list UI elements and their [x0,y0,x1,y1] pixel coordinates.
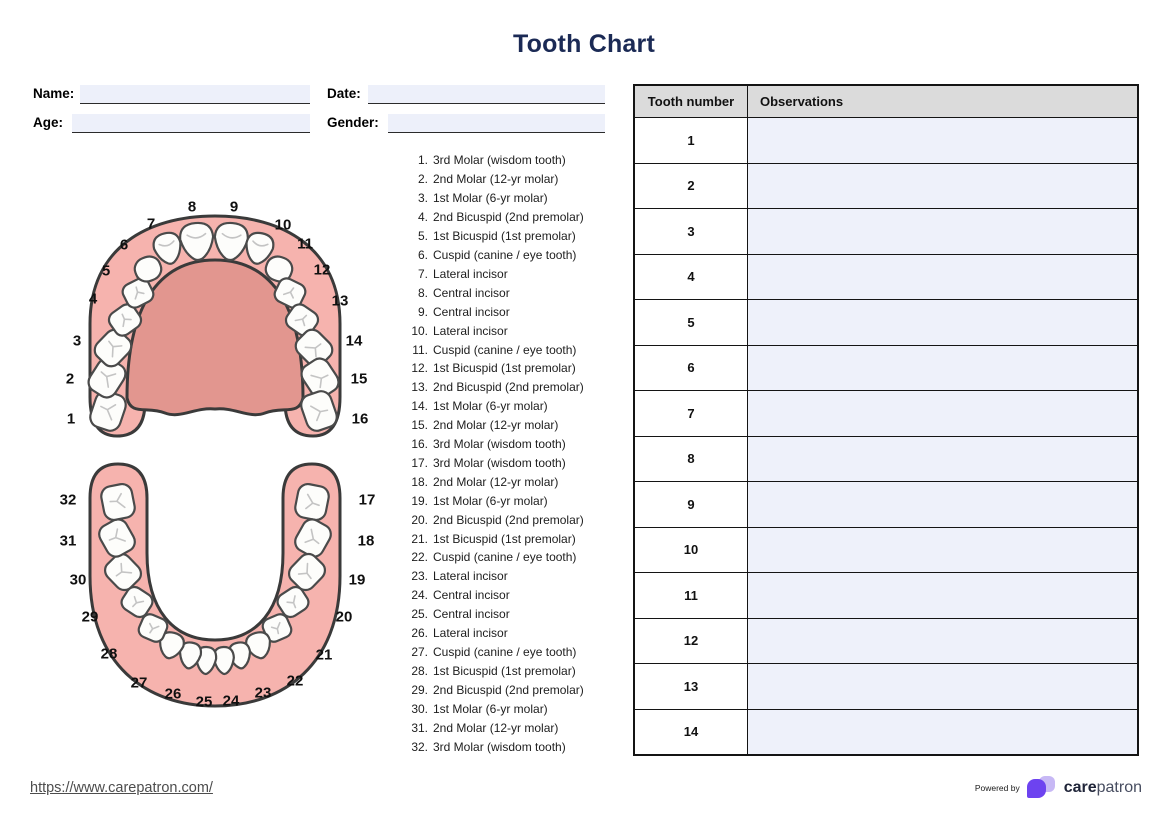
observation-cell[interactable] [748,118,1137,163]
tooth-list-label: 2nd Bicuspid (2nd premolar) [433,380,584,395]
date-input[interactable] [368,85,605,104]
tooth-number-label-1: 1 [66,410,76,428]
tooth-number-cell: 2 [635,164,748,209]
tooth-list-item [396,454,621,473]
tooth-number-label-13: 13 [331,292,349,310]
tooth-list-number: 2. [417,172,428,187]
tooth-number-cell: 14 [635,710,748,755]
tooth-list-number: 4. [417,210,428,225]
tooth-list-number: 19. [411,493,428,508]
table-row [635,117,1137,163]
observation-cell[interactable] [748,255,1137,300]
tooth-number-label-4: 4 [88,290,98,308]
tooth-list-number: 23. [411,569,428,584]
tooth-list-label: 1st Bicuspid (1st premolar) [433,229,576,244]
tooth-list-number: 1. [417,153,428,168]
tooth-list-item [396,643,621,662]
tooth-list-number: 26. [411,626,428,641]
table-header-tooth-number: Tooth number [635,86,748,117]
tooth-list-item [396,737,621,756]
tooth-number-label-24: 24 [222,692,240,710]
tooth-list-item [396,472,621,491]
tooth-list-label: 3rd Molar (wisdom tooth) [433,739,566,754]
table-row [635,163,1137,209]
tooth-list-item [396,378,621,397]
tooth-number-cell: 10 [635,528,748,573]
tooth-number-label-28: 28 [100,645,118,663]
tooth-number-cell: 4 [635,255,748,300]
tooth-number-label-11: 11 [297,235,313,253]
tooth-list-number: 18. [411,474,428,489]
tooth-list-number: 10. [411,323,428,338]
observation-cell[interactable] [748,528,1137,573]
tooth-list-item [396,283,621,302]
tooth-list-item [396,264,621,283]
tooth-list-label: 1st Molar (6-yr molar) [433,399,548,414]
tooth-list-label: Lateral incisor [433,323,508,338]
tooth-list-label: Lateral incisor [433,626,508,641]
tooth-number-label-14: 14 [345,332,363,350]
tooth-list-number: 27. [411,645,428,660]
tooth-number-label-18: 18 [357,532,375,550]
tooth-list-number: 21. [411,531,428,546]
tooth-list [396,151,621,756]
tooth-number-label-15: 15 [350,370,368,388]
tooth-list-number: 13. [411,380,428,395]
tooth-list-label: 1st Bicuspid (1st premolar) [433,361,576,376]
table-row [635,709,1137,755]
tooth-list-number: 7. [417,266,428,281]
age-input[interactable] [72,114,310,133]
tooth-number-label-10: 10 [274,216,292,234]
table-row [635,481,1137,527]
tooth-list-number: 17. [411,455,428,470]
tooth-list-item [396,151,621,170]
tooth-number-label-30: 30 [69,571,87,589]
tooth-list-label: 2nd Bicuspid (2nd premolar) [433,682,584,697]
tooth-list-label: 2nd Molar (12-yr molar) [433,474,559,489]
tooth-list-item [396,699,621,718]
observations-table [633,84,1139,756]
tooth-number-label-9: 9 [229,198,239,216]
tooth-list-item [396,246,621,265]
tooth-list-item [396,680,621,699]
tooth-number-label-2: 2 [65,370,75,388]
tooth-number-label-19: 19 [348,571,366,589]
tooth-number-cell: 8 [635,437,748,482]
tooth-number-label-16: 16 [351,410,369,428]
footer-url-link[interactable]: https://www.carepatron.com/ [30,780,213,796]
tooth-list-label: 2nd Bicuspid (2nd premolar) [433,210,584,225]
tooth-list-label: 2nd Molar (12-yr molar) [433,172,559,187]
tooth-list-number: 6. [417,247,428,262]
tooth-list-label: 3rd Molar (wisdom tooth) [433,153,566,168]
table-row [635,663,1137,709]
observation-cell[interactable] [748,619,1137,664]
tooth-number-label-17: 17 [358,491,376,509]
tooth-list-item [396,491,621,510]
tooth-list-item [396,529,621,548]
tooth-list-label: Central incisor [433,588,510,603]
carepatron-logo-icon [1027,776,1057,800]
observation-cell[interactable] [748,391,1137,436]
tooth-number-label-6: 6 [119,236,129,254]
tooth-number-label-8: 8 [187,198,197,216]
tooth-list-label: 1st Bicuspid (1st premolar) [433,663,576,678]
tooth-list-number: 11. [412,342,428,357]
tooth-list-item [396,586,621,605]
observation-cell[interactable] [748,573,1137,618]
observation-cell[interactable] [748,346,1137,391]
lower-arch-diagram [85,458,345,712]
table-row [635,572,1137,618]
tooth-number-label-32: 32 [59,491,77,509]
tooth-list-label: Central incisor [433,607,510,622]
tooth-list-item [396,321,621,340]
tooth-list-number: 5. [417,229,428,244]
tooth-list-item [396,227,621,246]
tooth-list-label: 2nd Molar (12-yr molar) [433,418,559,433]
observation-cell[interactable] [748,164,1137,209]
tooth-list-label: Cuspid (canine / eye tooth) [433,342,577,357]
tooth-list-number: 14. [411,399,428,414]
tooth-list-number: 32. [411,739,428,754]
observation-cell[interactable] [748,300,1137,345]
table-row [635,527,1137,573]
tooth-list-label: 2nd Molar (12-yr molar) [433,720,559,735]
tooth-list-number: 3. [417,191,428,206]
tooth-list-number: 12. [411,361,428,376]
tooth-list-item [396,189,621,208]
gender-input[interactable] [388,114,605,133]
tooth-list-label: Cuspid (canine / eye tooth) [433,645,577,660]
tooth-number-label-7: 7 [146,215,156,233]
gender-label: Gender: [327,115,379,130]
tooth-list-number: 9. [417,304,428,319]
tooth-number-label-3: 3 [72,332,82,350]
observation-cell[interactable] [748,437,1137,482]
name-input[interactable] [80,85,310,104]
observation-cell[interactable] [748,664,1137,709]
tooth-list-label: 1st Bicuspid (1st premolar) [433,531,576,546]
tooth-number-cell: 1 [635,118,748,163]
tooth-list-item [396,302,621,321]
table-header-observations: Observations [748,86,1137,117]
tooth-list-number: 28. [411,663,428,678]
tooth-number-label-27: 27 [130,674,148,692]
logo-purple-blob [1027,779,1046,798]
observation-cell[interactable] [748,710,1137,755]
tooth-list-number: 22. [411,550,428,565]
tooth-number-label-12: 12 [313,261,331,279]
tooth-list-item [396,624,621,643]
tooth-list-item [396,510,621,529]
tooth-list-number: 31. [411,720,428,735]
tooth-number-cell: 12 [635,619,748,664]
tooth-list-number: 20. [411,512,428,527]
tooth-number-label-23: 23 [254,684,272,702]
tooth-list-label: 3rd Molar (wisdom tooth) [433,437,566,452]
tooth-number-cell: 6 [635,346,748,391]
tooth-list-label: Lateral incisor [433,569,508,584]
tooth-list-number: 24. [411,588,428,603]
tooth-number-cell: 11 [635,573,748,618]
tooth-list-item [396,548,621,567]
tooth-number-cell: 13 [635,664,748,709]
table-row [635,254,1137,300]
tooth-number-label-21: 21 [315,646,333,664]
observation-cell[interactable] [748,209,1137,254]
tooth-list-item [396,567,621,586]
powered-by-label: Powered by [974,783,1020,793]
table-row [635,390,1137,436]
tooth-list-label: Central incisor [433,285,510,300]
age-label: Age: [33,115,63,130]
tooth-number-cell: 9 [635,482,748,527]
tooth-number-label-22: 22 [286,672,304,690]
tooth-number-cell: 7 [635,391,748,436]
tooth-list-label: 2nd Bicuspid (2nd premolar) [433,512,584,527]
tooth-list-label: Cuspid (canine / eye tooth) [433,550,577,565]
date-label: Date: [327,86,361,101]
page-title: Tooth Chart [513,30,655,58]
tooth-list-item [396,397,621,416]
name-label: Name: [33,86,75,101]
tooth-list-number: 30. [411,701,428,716]
tooth-list-number: 16. [411,437,428,452]
table-row [635,618,1137,664]
brand-care: care [1063,779,1097,796]
tooth-list-label: 1st Molar (6-yr molar) [433,493,548,508]
tooth-list-item [396,359,621,378]
tooth-number-cell: 5 [635,300,748,345]
tooth-list-label: Cuspid (canine / eye tooth) [433,247,577,262]
tooth-list-item [396,718,621,737]
tooth-shape-17 [294,482,331,521]
tooth-number-label-29: 29 [81,608,99,626]
tooth-list-item [396,170,621,189]
tooth-number-cell: 3 [635,209,748,254]
tooth-shape-32 [100,482,137,521]
table-row [635,345,1137,391]
tooth-number-label-25: 25 [195,693,213,711]
table-row [635,436,1137,482]
tooth-list-number: 25. [411,607,428,622]
tooth-list-item [396,435,621,454]
observation-cell[interactable] [748,482,1137,527]
table-header-row [635,86,1137,117]
tooth-number-label-26: 26 [164,685,182,703]
powered-by [975,776,1142,800]
tooth-list-item [396,208,621,227]
tooth-list-number: 8. [417,285,428,300]
brand-wordmark [1064,779,1142,797]
tooth-number-label-20: 20 [335,608,353,626]
tooth-list-item [396,661,621,680]
tooth-list-label: 3rd Molar (wisdom tooth) [433,455,566,470]
tooth-list-label: 1st Molar (6-yr molar) [433,701,548,716]
tooth-number-label-31: 31 [59,532,77,550]
tooth-number-label-5: 5 [101,262,111,280]
brand-patron: patron [1096,779,1142,796]
table-row [635,208,1137,254]
table-row [635,299,1137,345]
tooth-list-item [396,416,621,435]
tooth-list-item [396,340,621,359]
tooth-list-label: 1st Molar (6-yr molar) [433,191,548,206]
tooth-list-number: 29. [411,682,428,697]
tooth-list-label: Central incisor [433,304,510,319]
tooth-list-label: Lateral incisor [433,266,508,281]
tooth-list-number: 15. [411,418,428,433]
tooth-list-item [396,605,621,624]
